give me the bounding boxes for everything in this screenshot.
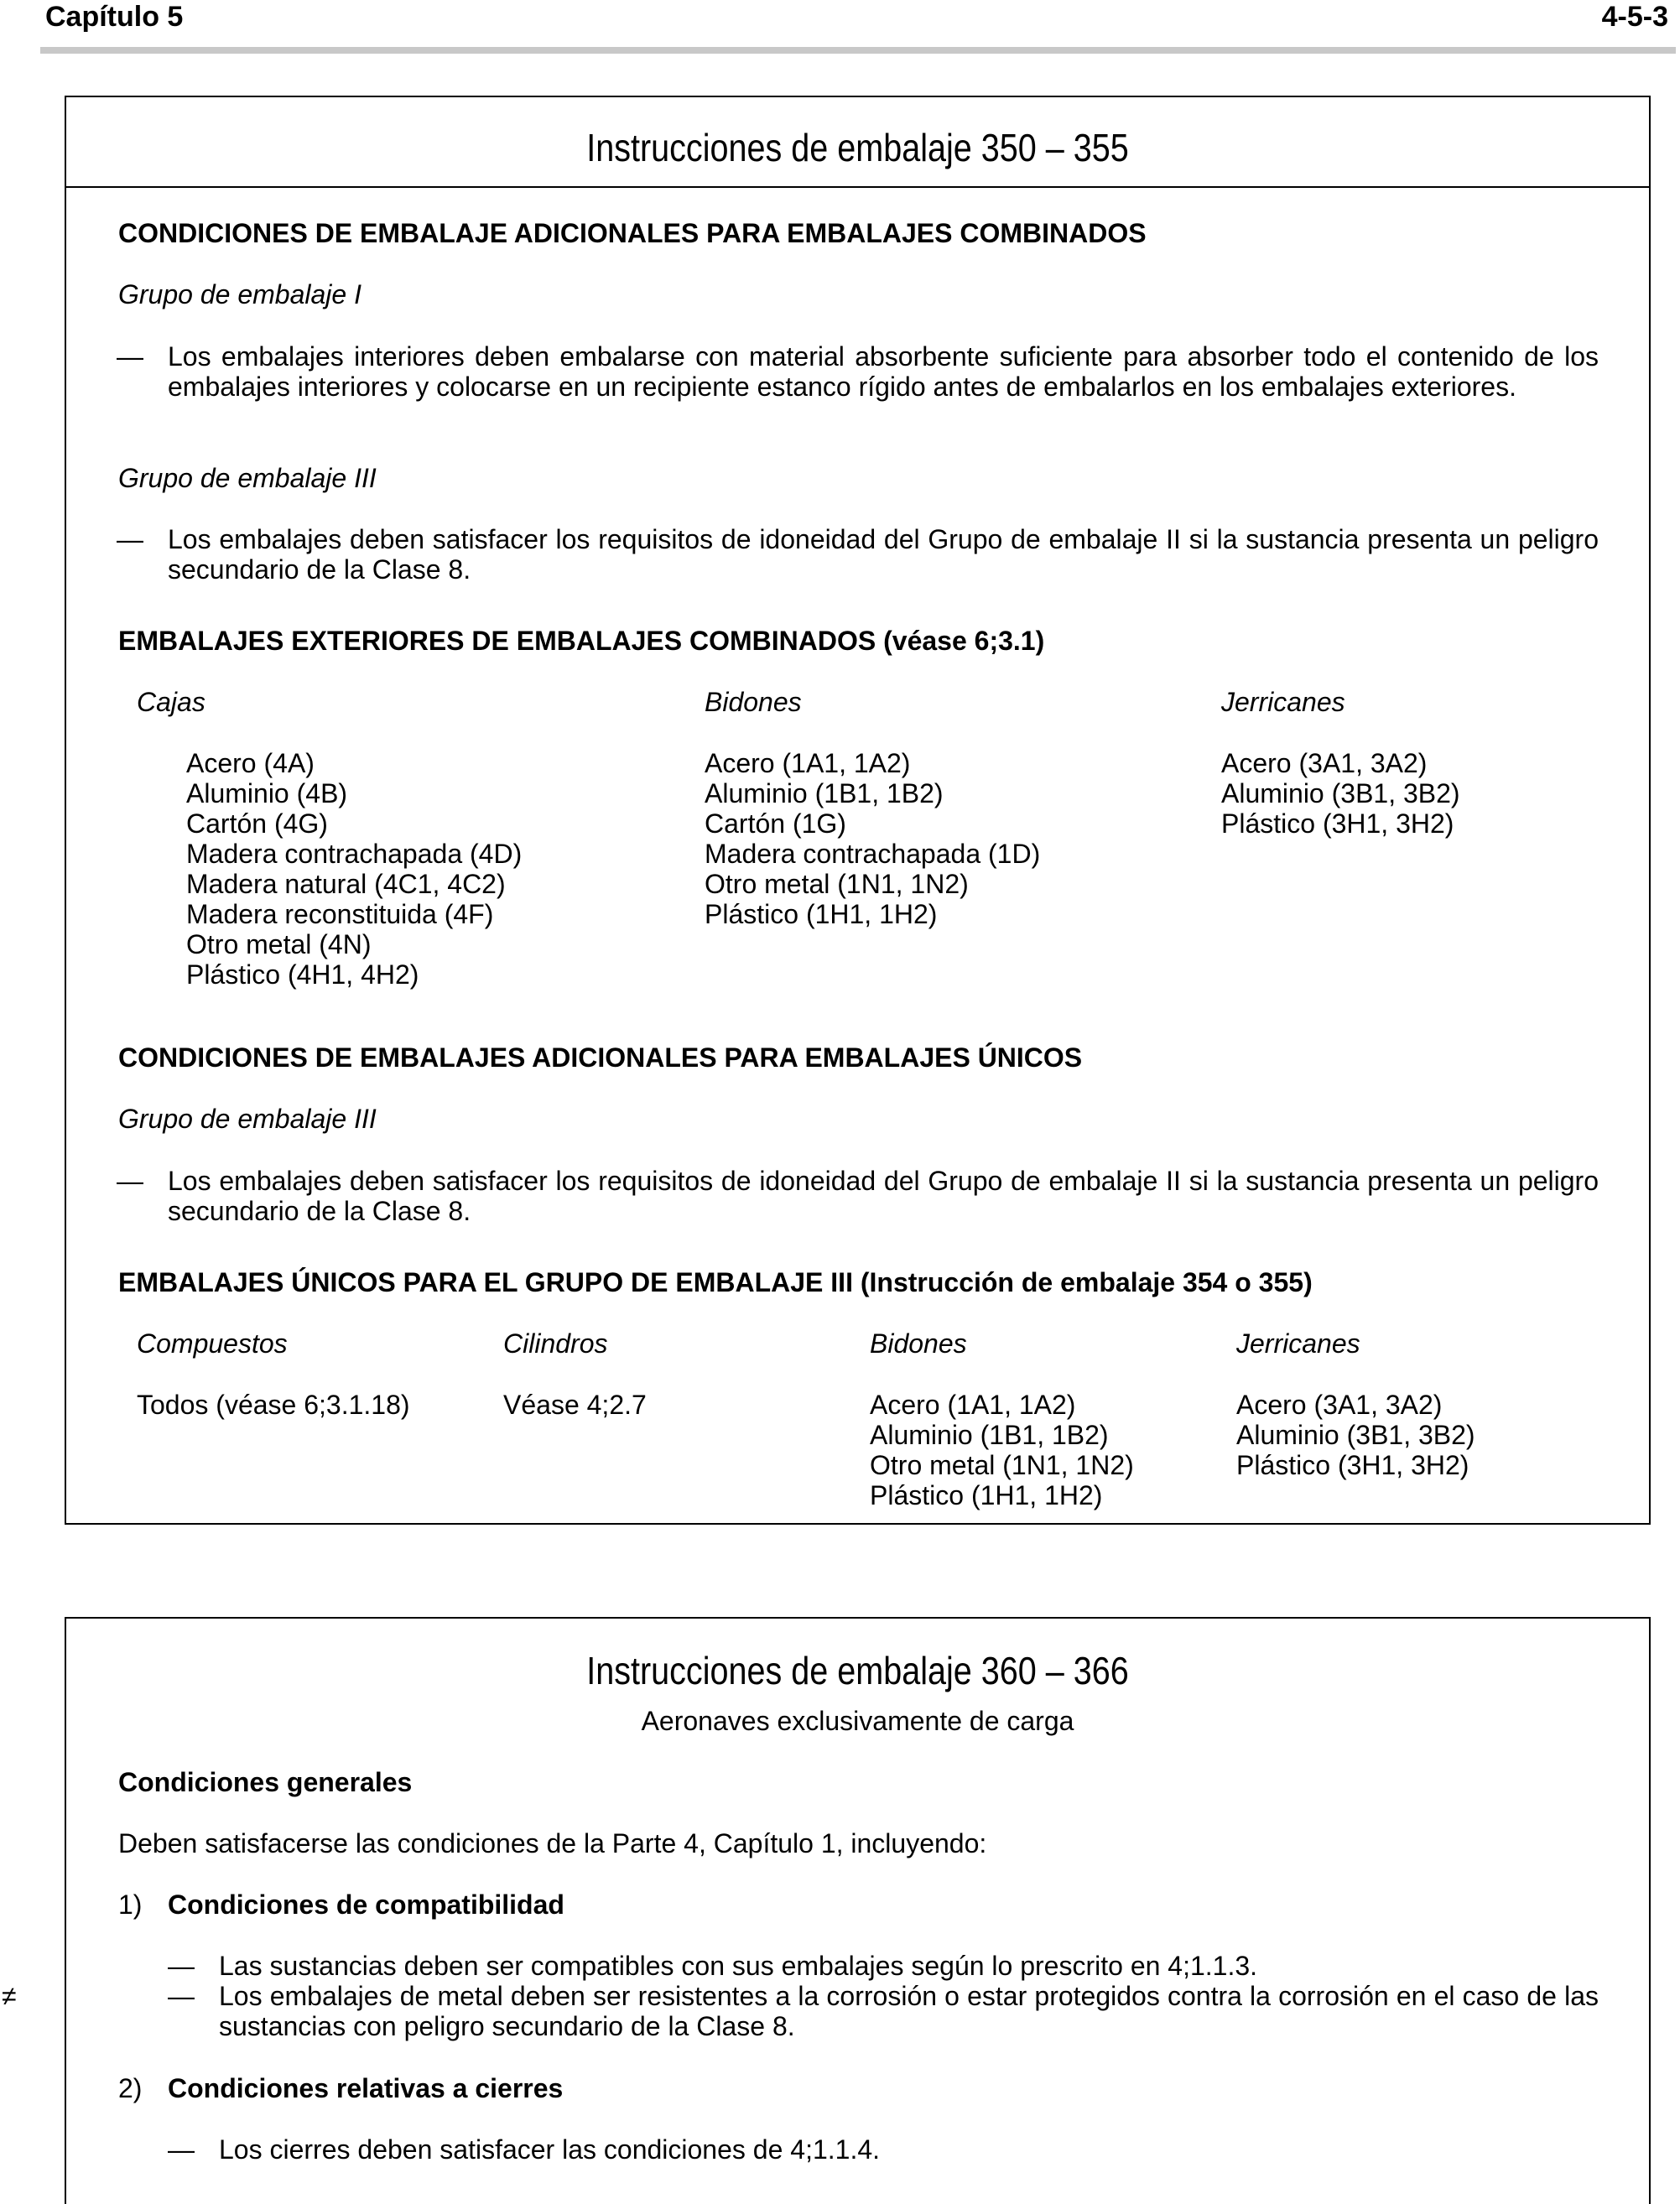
boxes-list — [186, 748, 522, 990]
single-group-3-label: Grupo de embalaje III — [118, 1104, 377, 1134]
list-item: Todos (véase 6;3.1.18) — [137, 1390, 410, 1420]
list-item: Madera contrachapada (1D) — [705, 839, 1041, 869]
margin-change-mark: ≠ — [2, 1981, 17, 2011]
list-item: Aluminio (1B1, 1B2) — [705, 778, 944, 808]
single-jerricans-header: Jerricanes — [1236, 1328, 1360, 1359]
list-item: Otro metal (1N1, 1N2) — [870, 1450, 1134, 1480]
group-1-text: Los embalajes interiores deben embalarse con material absorbente suficiente para absorber todo el contenido de los embalajes interiores y colocarse en un recipiente estanco rígido antes de embalarlos en los embalajes exteriores. — [168, 341, 1599, 402]
list-item: Otro metal (1N1, 1N2) — [705, 869, 969, 899]
box1-title-rule — [66, 186, 1649, 188]
list-item: Acero (3A1, 3A2) — [1221, 748, 1428, 778]
group-1-label: Grupo de embalaje I — [118, 279, 361, 309]
list-item: Aluminio (3B1, 3B2) — [1221, 778, 1460, 808]
list-item: Véase 4;2.7 — [503, 1390, 647, 1420]
list-item: Plástico (4H1, 4H2) — [186, 959, 419, 990]
box2-title: Instrucciones de embalaje 360 – 366 — [586, 1649, 1129, 1692]
list-item: Aluminio (1B1, 1B2) — [870, 1420, 1109, 1450]
list-item: Madera natural (4C1, 4C2) — [186, 869, 506, 899]
compatibility-bullet-2: Los embalajes de metal deben ser resistentes a la corrosión o estar protegidos contra la corrosión en el caso de las sustancias con peligro secundario de la Clase 8. — [219, 1981, 1599, 2041]
single-packagings-heading: EMBALAJES ÚNICOS PARA EL GRUPO DE EMBALAJE III (Instrucción de embalaje 354 o 355) — [118, 1267, 1313, 1297]
single-jerricans-list — [1236, 1390, 1475, 1480]
item-2-number: 2) — [118, 2073, 143, 2103]
dash-bullet: — — [168, 1951, 195, 1981]
composites-header: Compuestos — [137, 1328, 288, 1359]
cylinders-header: Cilindros — [503, 1328, 608, 1359]
box1-title: Instrucciones de embalaje 350 – 355 — [586, 126, 1129, 169]
general-conditions-heading: Condiciones generales — [118, 1767, 413, 1797]
list-item: Cartón (4G) — [186, 808, 328, 839]
single-drums-header: Bidones — [870, 1328, 967, 1359]
list-item: Plástico (1H1, 1H2) — [705, 899, 938, 929]
list-item: Acero (3A1, 3A2) — [1236, 1390, 1443, 1420]
list-item: Acero (4A) — [186, 748, 315, 778]
cylinders-list — [503, 1390, 647, 1420]
group-3-label: Grupo de embalaje III — [118, 463, 377, 493]
list-item: Plástico (3H1, 3H2) — [1236, 1450, 1469, 1480]
packing-instruction-360-366-box — [65, 1617, 1651, 2204]
combined-conditions-heading: CONDICIONES DE EMBALAJE ADICIONALES PARA EMBALAJES COMBINADOS — [118, 218, 1147, 248]
list-item: Cartón (1G) — [705, 808, 846, 839]
group-3-text: Los embalajes deben satisfacer los requisitos de idoneidad del Grupo de embalaje II si la sustancia presenta un peligro secundario de la Clase 8. — [168, 524, 1599, 585]
dash-bullet: — — [117, 524, 143, 554]
dash-bullet: — — [117, 341, 143, 372]
composites-list — [137, 1390, 410, 1420]
single-group-3-text: Los embalajes deben satisfacer los requisitos de idoneidad del Grupo de embalaje II si la sustancia presenta un peligro secundario de la Clase 8. — [168, 1166, 1599, 1226]
page-number: 4-5-3 — [1601, 1, 1668, 33]
list-item: Aluminio (4B) — [186, 778, 348, 808]
boxes-header: Cajas — [137, 687, 205, 717]
chapter-label: Capítulo 5 — [45, 1, 184, 33]
dash-bullet: — — [117, 1166, 143, 1196]
closures-heading: Condiciones relativas a cierres — [168, 2073, 564, 2103]
list-item: Plástico (1H1, 1H2) — [870, 1480, 1103, 1510]
list-item: Madera contrachapada (4D) — [186, 839, 523, 869]
item-1-number: 1) — [118, 1890, 143, 1920]
jerricans-list — [1221, 748, 1460, 839]
single-conditions-heading: CONDICIONES DE EMBALAJES ADICIONALES PARA EMBALAJES ÚNICOS — [118, 1042, 1083, 1073]
list-item: Otro metal (4N) — [186, 929, 372, 959]
list-item: Aluminio (3B1, 3B2) — [1236, 1420, 1475, 1450]
list-item: Plástico (3H1, 3H2) — [1221, 808, 1454, 839]
list-item: Acero (1A1, 1A2) — [870, 1390, 1076, 1420]
list-item: Madera reconstituida (4F) — [186, 899, 494, 929]
dash-bullet: — — [168, 2134, 195, 2165]
compatibility-heading: Condiciones de compatibilidad — [168, 1890, 564, 1920]
compatibility-bullet-1: Las sustancias deben ser compatibles con sus embalajes según lo prescrito en 4;1.1.3. — [219, 1951, 1258, 1981]
jerricans-header: Jerricanes — [1221, 687, 1345, 717]
closures-bullet-1: Los cierres deben satisfacer las condiciones de 4;1.1.4. — [219, 2134, 881, 2165]
single-drums-list — [870, 1390, 1134, 1510]
drums-header: Bidones — [705, 687, 802, 717]
outer-packagings-heading: EMBALAJES EXTERIORES DE EMBALAJES COMBINADOS (véase 6;3.1) — [118, 626, 1045, 656]
list-item: Acero (1A1, 1A2) — [705, 748, 911, 778]
header-rule — [40, 47, 1676, 54]
general-intro: Deben satisfacerse las condiciones de la Parte 4, Capítulo 1, incluyendo: — [118, 1828, 987, 1858]
dash-bullet: — — [168, 1981, 195, 2011]
drums-list — [705, 748, 1040, 929]
packing-instruction-350-355-box — [65, 96, 1651, 1525]
box2-subtitle: Aeronaves exclusivamente de carga — [641, 1706, 1074, 1736]
